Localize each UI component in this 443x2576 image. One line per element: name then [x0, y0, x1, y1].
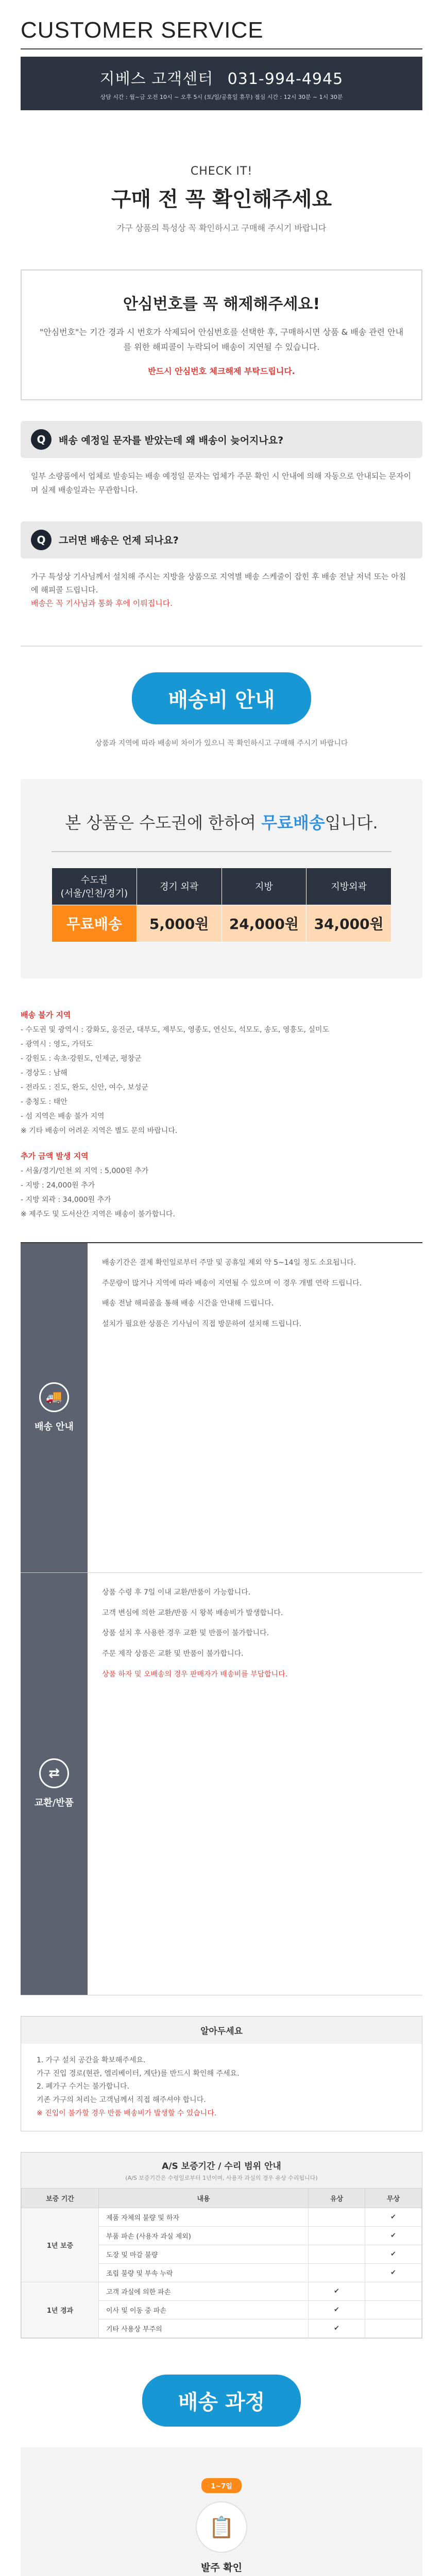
table-cell: 도장 및 마감 불량	[99, 2245, 309, 2264]
table-cell: ✔	[365, 2264, 422, 2282]
shipping-sub: 상품과 지역에 따라 배송비 차이가 있으니 꼭 확인하시고 구매해 주시기 바랍니다	[95, 739, 348, 748]
table-cell: 34,000원	[306, 905, 391, 942]
phone-number[interactable]: 031-994-4945	[227, 70, 344, 88]
paragraph: 배송 전날 해피콜을 통해 배송 시간을 안내해 드립니다.	[102, 1299, 274, 1308]
list-item: - 전라도 : 진도, 완도, 신안, 여수, 보성군	[21, 1083, 149, 1092]
shipping-notes	[21, 1007, 422, 1222]
notes-heading: 추가 금액 발생 지역	[21, 1151, 89, 1161]
as-subtitle: (A/S 보증기간은 수령일로부터 1년이며, 사용자 과실의 경우 유상 수리됩니다)	[125, 2175, 318, 2182]
table-cell: 이사 및 이동 중 파손	[99, 2301, 309, 2319]
list-item: - 충청도 : 태안	[21, 1097, 67, 1106]
list-item: - 경상도 : 남해	[21, 1069, 67, 1077]
table-header-cell: 보증 기간	[22, 2189, 99, 2208]
list-item: - 섬 지역은 배송 불가 지역	[21, 1112, 105, 1121]
table-cell: 조립 불량 및 부속 누락	[99, 2264, 309, 2282]
table-cell: ✔	[309, 2301, 365, 2319]
answer-text: 일부 소량품에서 업체로 발송되는 배송 예정일 문자는 업체가 주문 확인 시 안내에 의해 자동으로 안내되는 문자이며 실제 배송일과는 무관합니다.	[31, 471, 412, 495]
divider	[21, 646, 422, 647]
exchange-row	[21, 1573, 422, 1995]
table-cell: 기타 사용상 부주의	[99, 2319, 309, 2338]
cs-phone-line	[31, 66, 412, 89]
process-pill: 배송 과정	[142, 2375, 301, 2427]
table-header-cell: 무상	[365, 2189, 422, 2208]
tip-line: 1. 가구 설치 공간을 확보해주세요.	[37, 2056, 146, 2064]
list-item: - 서울/경기/인천 외 지역 : 5,000원 추가	[21, 1166, 149, 1175]
as-table	[21, 2188, 422, 2338]
table-cell: ✔	[309, 2319, 365, 2338]
cs-hours: 상담 시간 : 월~금 오전 10시 ~ 오후 5시 (토/일/공휴일 휴무) 점심 시간 : 12시 30분 ~ 1시 30분	[100, 94, 343, 100]
table-cell: 부품 파손 (사용자 과실 제외)	[99, 2227, 309, 2245]
delivery-row	[21, 1243, 422, 1573]
shipping-fee-table	[52, 868, 391, 942]
table-cell: ✔	[365, 2208, 422, 2227]
tip-box	[21, 2016, 422, 2131]
table-cell	[309, 2208, 365, 2227]
q-badge-icon: Q	[31, 530, 52, 550]
exchange-icon: ⇄	[39, 1758, 69, 1788]
order-icon: 📋	[196, 2501, 247, 2553]
table-cell: ✔	[365, 2227, 422, 2245]
table-header-cell: 지방외곽	[306, 868, 391, 905]
notes-heading: 배송 불가 지역	[21, 1010, 71, 1020]
list-item: - 광역시 : 영도, 가덕도	[21, 1040, 93, 1048]
notice-red: 반드시 안심번호 체크해제 부탁드립니다.	[148, 366, 295, 376]
table-cell: 무료배송	[52, 905, 137, 942]
step-tag: 1~7일	[201, 2478, 242, 2493]
table-row	[22, 2208, 422, 2227]
table-header-cell: 내용	[99, 2189, 309, 2208]
side-title: 교환/반품	[34, 1798, 74, 1809]
question-text: 배송 예정일 문자를 받았는데 왜 배송이 늦어지나요?	[59, 434, 284, 446]
cs-center-label: 지베스 고객센터	[99, 70, 214, 88]
headline-post: 입니다.	[325, 812, 378, 833]
spacer	[21, 1138, 422, 1148]
paragraph: 상품 설치 후 사용한 경우 교환 및 반품이 불가합니다.	[102, 1629, 269, 1638]
paragraph-red: 상품 하자 및 오배송의 경우 판매자가 배송비를 부담합니다.	[102, 1670, 288, 1679]
process-title	[0, 2375, 443, 2427]
qa-block-2	[21, 521, 422, 615]
table-cell: 고객 과실에 의한 파손	[99, 2282, 309, 2301]
table-cell: 5,000원	[137, 905, 222, 942]
paragraph: 고객 변심에 의한 교환/반품 시 왕복 배송비가 발생합니다.	[102, 1608, 283, 1617]
safe-number-notice	[21, 269, 422, 400]
step-name: 발주 확인	[200, 2562, 243, 2574]
table-row	[22, 2282, 422, 2301]
table-row	[52, 905, 391, 942]
table-header-row	[22, 2189, 422, 2208]
answer-body: 가구 특성상 기사님께서 설치해 주시는 지방을 상품으로 지역별 배송 스케줄이 잡힌 후 배송 전날 저녁 또는 아침에 해피콜 드립니다.	[31, 571, 406, 595]
cs-title: CUSTOMER SERVICE	[21, 18, 264, 43]
shipping-headline	[52, 810, 391, 834]
process-card	[21, 2447, 422, 2576]
paragraph: 주문 제작 상품은 교환 및 반품이 불가합니다.	[102, 1650, 244, 1658]
table-header-cell: 수도권 (서울/인천/경기)	[52, 868, 137, 905]
table-cell: 1년 경과	[22, 2282, 99, 2338]
table-cell	[309, 2245, 365, 2264]
question-row	[21, 421, 422, 458]
side-label	[21, 1243, 88, 1572]
as-title	[21, 2153, 422, 2188]
table-header-cell: 지방	[222, 868, 306, 905]
check-heading: 구매 전 꼭 확인해주세요	[111, 188, 332, 211]
table-cell	[365, 2301, 422, 2319]
answer-red: 배송은 꼭 기사님과 통화 후에 이뤄집니다.	[31, 599, 173, 608]
shipping-pill: 배송비 안내	[132, 672, 311, 724]
headline-em: 무료배송	[261, 812, 325, 833]
notice-body: "안심번호"는 기간 경과 시 번호가 삭제되어 안심번호를 선택한 후, 구매하시면 상품 & 배송 관련 안내를 위한 해피콜이 누락되어 배송이 지연될 수 있습니다.	[39, 327, 404, 352]
exchange-body	[88, 1573, 422, 1995]
answer-text	[21, 558, 422, 615]
list-item: - 지방 : 24,000원 추가	[21, 1181, 95, 1190]
table-cell: 제품 자체의 불량 및 하자	[99, 2208, 309, 2227]
table-cell	[309, 2264, 365, 2282]
side-label	[21, 1573, 88, 1995]
table-cell	[365, 2282, 422, 2301]
q-badge-icon: Q	[31, 429, 52, 450]
paragraph: 주문량이 많거나 지역에 따라 배송이 지연될 수 있으며 이 경우 개별 연락 드립니다.	[102, 1279, 362, 1287]
check-it-section	[0, 88, 443, 233]
tip-line: 가구 진입 경로(현관, 엘리베이터, 계단)를 반드시 확인해 주세요.	[37, 2069, 240, 2078]
delivery-exchange-table	[21, 1242, 422, 1995]
side-title: 배송 안내	[35, 1421, 74, 1433]
delivery-body	[88, 1243, 422, 1572]
table-header-row	[52, 868, 391, 905]
tip-line: 기존 가구의 처리는 고객님께서 직접 해주셔야 합니다.	[37, 2096, 206, 2105]
notice-title: 안심번호를 꼭 해제해주세요!	[123, 295, 320, 313]
as-title-text: A/S 보증기간 / 수리 범위 안내	[162, 2161, 281, 2172]
tip-line: 2. 폐가구 수거는 불가합니다.	[37, 2082, 129, 2091]
list-item: - 지방 외곽 : 34,000원 추가	[21, 1195, 111, 1204]
cs-header	[0, 0, 443, 100]
list-item: - 수도권 및 광역시 : 강화도, 옹진군, 대부도, 제부도, 영종도, 연신도, 석모도, 송도, 영흥도, 실미도	[21, 1025, 329, 1034]
divider	[52, 851, 391, 852]
paragraph: 상품 수령 후 7일 이내 교환/반품이 가능합니다.	[102, 1588, 251, 1597]
table-header-cell: 유상	[309, 2189, 365, 2208]
shipping-title	[0, 672, 443, 724]
divider	[21, 48, 422, 49]
table-header-cell: 경기 외곽	[137, 868, 222, 905]
truck-icon: 🚚	[39, 1382, 69, 1412]
qa-block-1	[21, 421, 422, 501]
shipping-fee-card	[21, 779, 422, 978]
paragraph: 배송기간은 결제 확인일로부터 주말 및 공휴일 제외 약 5~14일 정도 소요됩니다.	[102, 1258, 356, 1267]
check-kicker: CHECK IT!	[190, 165, 253, 178]
list-item: - 강원도 : 속초·강원도, 인제군, 평창군	[21, 1054, 142, 1063]
table-cell: 1년 보증	[22, 2208, 99, 2282]
as-table-box	[21, 2152, 422, 2338]
list-item: ※ 기타 배송이 어려운 지역은 별도 문의 바랍니다.	[21, 1126, 178, 1135]
paragraph: 설치가 필요한 상품은 기사님이 직접 방문하여 설치해 드립니다.	[102, 1320, 302, 1329]
table-cell: ✔	[309, 2282, 365, 2301]
table-cell: 24,000원	[222, 905, 306, 942]
table-cell	[365, 2319, 422, 2338]
tip-red: ※ 진입이 불가할 경우 반품 배송비가 발생할 수 있습니다.	[37, 2109, 217, 2118]
tip-title: 알아두세요	[21, 2016, 422, 2044]
list-item: ※ 제주도 및 도서산간 지역은 배송이 불가합니다.	[21, 1210, 175, 1218]
question-text: 그러면 배송은 언제 되나요?	[59, 535, 179, 547]
question-row	[21, 521, 422, 558]
process-step	[155, 2478, 288, 2576]
headline-pre: 본 상품은 수도권에 한하여	[65, 812, 256, 833]
table-cell: ✔	[365, 2245, 422, 2264]
check-desc: 가구 상품의 특성상 꼭 확인하시고 구매해 주시기 바랍니다	[116, 223, 327, 233]
tip-body	[21, 2044, 422, 2131]
table-cell	[309, 2227, 365, 2245]
